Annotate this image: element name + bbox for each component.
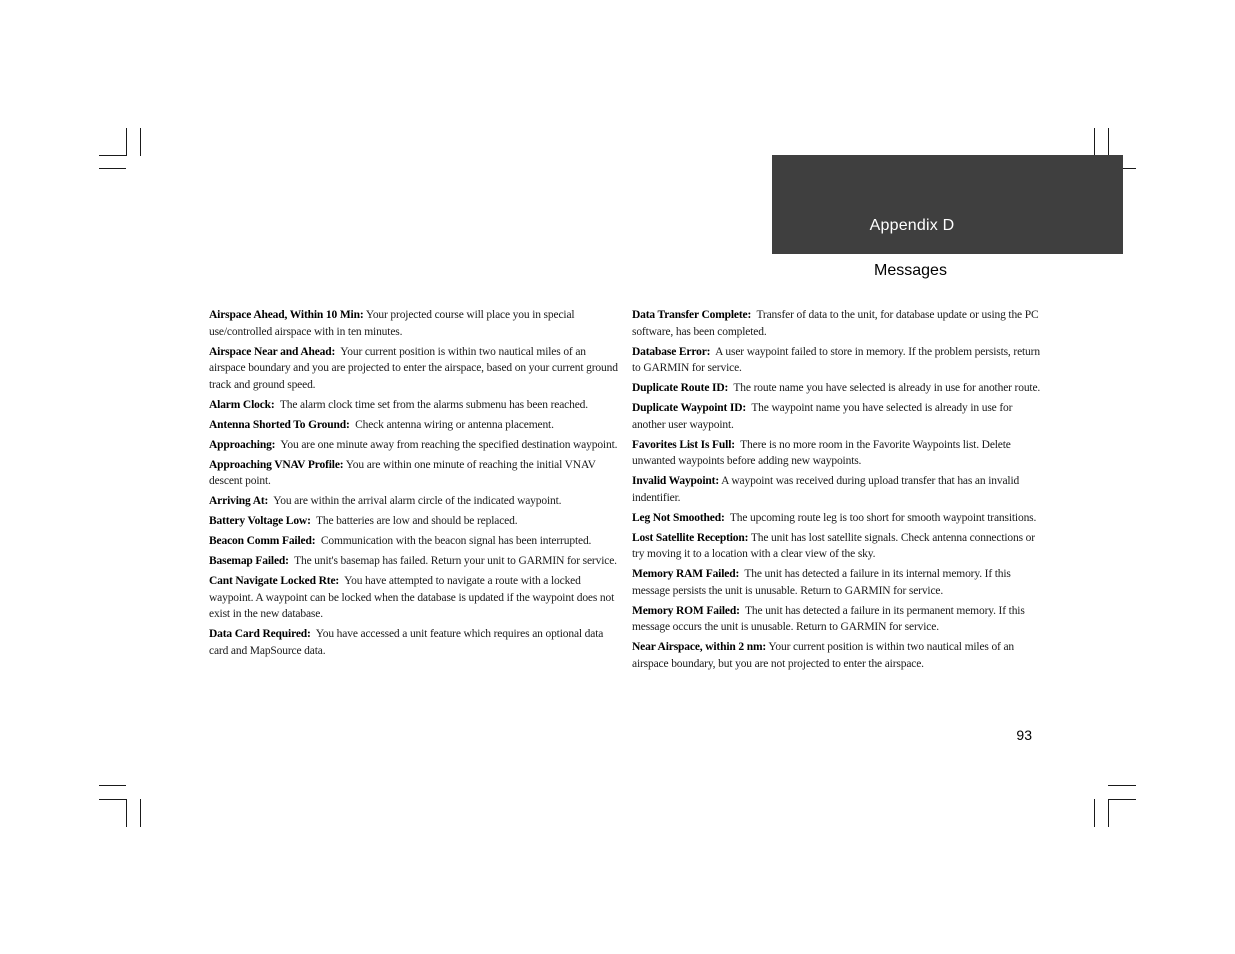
message-description: Your current position is within two nautical miles of an airspace boundary and you are projected to enter the airspace, based on your current ground track and ground speed. (209, 345, 618, 391)
message-entry (209, 573, 619, 623)
message-entry (209, 493, 619, 510)
message-term: Memory RAM Failed: (632, 568, 740, 580)
message-term: Near Airspace, within 2 nm: (632, 641, 767, 653)
message-entry (632, 566, 1042, 599)
message-term: Approaching: (209, 438, 276, 451)
page-number: 93 (1016, 727, 1032, 743)
message-term: Duplicate Route ID: (632, 382, 729, 394)
message-entry (632, 510, 1042, 527)
message-entry (632, 400, 1042, 433)
crop-mark (126, 128, 127, 156)
message-description: You have accessed a unit feature which requires an optional data card and MapSource data. (209, 628, 604, 657)
message-description: The unit has lost satellite signals. Check antenna connections or try moving it to a location with a clear view of the sky. (632, 531, 1035, 560)
left-column (209, 307, 619, 663)
message-entry (209, 457, 619, 490)
message-term: Antenna Shorted To Ground: (209, 418, 350, 431)
message-description: The alarm clock time set from the alarms submenu has been reached. (279, 398, 588, 411)
message-description: You have attempted to navigate a route with a locked waypoint. A waypoint can be locked when the database is updated if the waypoint does not exist in the new database. (209, 575, 615, 620)
crop-mark (1108, 799, 1109, 827)
message-description: The batteries are low and should be replaced. (316, 515, 518, 527)
message-description: Your projected course will place you in special use/controlled airspace with in ten minutes. (209, 309, 575, 338)
message-term: Database Error: (632, 345, 711, 358)
message-entry (209, 437, 619, 454)
message-description: The waypoint name you have selected is already in use for another user waypoint. (632, 402, 1013, 431)
message-description: The unit's basemap has failed. Return your unit to GARMIN for service. (294, 555, 617, 567)
message-entry (632, 639, 1042, 672)
message-term: Duplicate Waypoint ID: (632, 402, 747, 414)
message-entry (209, 344, 619, 394)
message-description: You are one minute away from reaching the specified destination waypoint. (280, 438, 618, 451)
message-term: Data Transfer Complete: (632, 309, 752, 321)
crop-mark (99, 799, 126, 800)
header-band (772, 155, 1123, 254)
message-term: Basemap Failed: (209, 555, 289, 567)
message-description: The unit has detected a failure in its internal memory. If this message persists the unit is unusable. Return to GARMIN for service. (632, 568, 1011, 597)
message-term: Approaching VNAV Profile: (209, 458, 344, 471)
message-entry (632, 603, 1042, 636)
message-entry (209, 307, 619, 340)
message-term: Invalid Waypoint: (632, 475, 720, 487)
crop-mark (1108, 785, 1136, 786)
message-entry (209, 397, 619, 414)
message-term: Arriving At: (209, 495, 269, 507)
message-description: A user waypoint failed to store in memory. If the problem persists, return to GARMIN for service. (632, 345, 1040, 374)
message-term: Alarm Clock: (209, 398, 275, 411)
message-term: Memory ROM Failed: (632, 604, 740, 617)
message-description: The upcoming route leg is too short for smooth waypoint transitions. (729, 511, 1037, 524)
message-entry (632, 530, 1042, 563)
crop-mark (1108, 799, 1136, 800)
message-description: The unit has detected a failure in its permanent memory. If this message occurs the unit is unusable. Return to GARMIN for service. (632, 604, 1025, 633)
right-column (632, 307, 1042, 676)
message-entry (209, 533, 619, 550)
message-description: Transfer of data to the unit, for database update or using the PC software, has been completed. (632, 309, 1039, 338)
crop-mark (140, 799, 141, 827)
crop-mark (126, 799, 127, 827)
message-description: You are within the arrival alarm circle of the indicated waypoint. (273, 495, 562, 507)
message-entry (209, 626, 619, 659)
message-entry (209, 553, 619, 570)
message-description: Check antenna wiring or antenna placement. (355, 418, 554, 431)
section-title: Messages (874, 262, 947, 279)
message-entry (632, 437, 1042, 470)
message-term: Lost Satellite Reception: (632, 531, 749, 544)
crop-mark (99, 168, 126, 169)
message-entry (209, 417, 619, 434)
crop-mark (99, 155, 126, 156)
crop-mark (1094, 128, 1095, 156)
message-term: Airspace Ahead, Within 10 Min: (209, 309, 364, 321)
message-term: Beacon Comm Failed: (209, 535, 316, 547)
message-description: The route name you have selected is already in use for another route. (733, 382, 1041, 394)
message-term: Airspace Near and Ahead: (209, 345, 336, 358)
message-term: Favorites List Is Full: (632, 438, 735, 451)
message-description: Your current position is within two nautical miles of an airspace boundary, but you are not projected to enter the airspace. (632, 641, 1015, 670)
message-description: Communication with the beacon signal has been interrupted. (320, 535, 592, 547)
message-entry (209, 513, 619, 530)
message-description: There is no more room in the Favorite Waypoints list. Delete unwanted waypoints before adding new waypoints. (632, 438, 1011, 467)
message-term: Leg Not Smoothed: (632, 511, 725, 524)
crop-mark (99, 785, 126, 786)
message-description: A waypoint was received during upload transfer that has an invalid indentifier. (632, 475, 1020, 504)
message-entry (632, 307, 1042, 340)
crop-mark (140, 128, 141, 156)
message-term: Battery Voltage Low: (209, 515, 311, 527)
crop-mark (1094, 799, 1095, 827)
message-entry (632, 473, 1042, 506)
crop-mark (1108, 128, 1109, 156)
appendix-title: Appendix D (869, 217, 955, 234)
message-term: Cant Navigate Locked Rte: (209, 575, 340, 587)
message-description: You are within one minute of reaching the initial VNAV descent point. (209, 458, 596, 487)
message-entry (632, 344, 1042, 377)
message-term: Data Card Required: (209, 628, 311, 640)
message-entry (632, 380, 1042, 397)
